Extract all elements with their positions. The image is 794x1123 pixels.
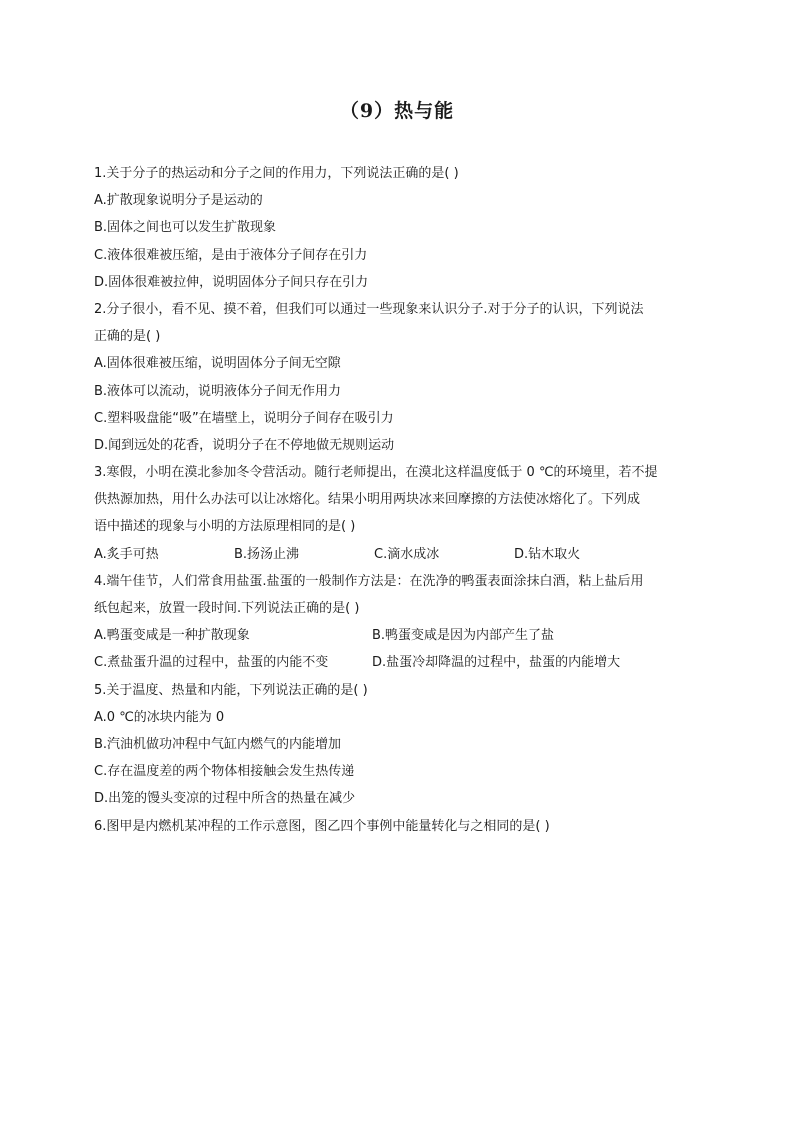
question-3-option-a: A.炙手可热 bbox=[94, 546, 159, 562]
question-3-stem-line-2: 供热源加热，用什么办法可以让冰熔化。结果小明用两块冰来回摩擦的方法使冰熔化了。下列成 bbox=[94, 492, 641, 508]
question-3-options bbox=[94, 541, 706, 568]
question-5-option-b: B.汽油机做功冲程中气缸内燃气的内能增加 bbox=[94, 736, 342, 752]
question-5-option-c: C.存在温度差的两个物体相接触会发生热传递 bbox=[94, 764, 355, 780]
question-1 bbox=[94, 160, 706, 296]
question-3-stem-line-1: 3.寒假，小明在漠北参加冬令营活动。随行老师提出，在漠北这样温度低于 0 ℃的环境里，若不提 bbox=[94, 465, 658, 481]
question-4 bbox=[94, 568, 706, 677]
question-4-option-c: C.煮盐蛋升温的过程中，盐蛋的内能不变 bbox=[94, 655, 329, 671]
question-1-option-c: C.液体很难被压缩，是由于液体分子间存在引力 bbox=[94, 247, 368, 263]
question-3-option-c: C.滴水成冰 bbox=[374, 546, 440, 562]
question-1-option-a: A.扩散现象说明分子是运动的 bbox=[94, 193, 263, 209]
question-3-option-d: D.钻木取火 bbox=[514, 546, 581, 562]
question-1-option-d: D.固体很难被拉伸，说明固体分子间只存在引力 bbox=[94, 274, 369, 290]
question-1-option-b: B.固体之间也可以发生扩散现象 bbox=[94, 220, 277, 236]
question-4-options-row-1 bbox=[94, 622, 706, 649]
question-2-option-d: D.闻到远处的花香，说明分子在不停地做无规则运动 bbox=[94, 437, 395, 453]
question-3-option-b: B.扬汤止沸 bbox=[234, 546, 300, 562]
question-6-stem: 6.图甲是内燃机某冲程的工作示意图，图乙四个事例中能量转化与之相同的是( ) bbox=[94, 818, 550, 834]
question-3 bbox=[94, 459, 706, 568]
question-4-options-row-2 bbox=[94, 649, 706, 676]
question-list bbox=[94, 160, 706, 840]
page-title: （9）热与能 bbox=[339, 100, 455, 122]
question-5-option-a: A.0 ℃的冰块内能为 0 bbox=[94, 709, 225, 725]
question-4-stem-line-2: 纸包起来，放置一段时间.下列说法正确的是( ) bbox=[94, 601, 360, 616]
question-2-option-a: A.固体很难被压缩，说明固体分子间无空隙 bbox=[94, 356, 341, 372]
question-4-option-d: D.盐蛋冷却降温的过程中，盐蛋的内能增大 bbox=[372, 655, 621, 671]
question-4-option-a: A.鸭蛋变咸是一种扩散现象 bbox=[94, 628, 250, 644]
question-4-option-b: B.鸭蛋变咸是因为内部产生了盐 bbox=[372, 628, 555, 644]
question-5-option-d: D.出笼的馒头变凉的过程中所含的热量在减少 bbox=[94, 791, 356, 807]
question-4-stem-line-1: 4.端午佳节，人们常食用盐蛋.盐蛋的一般制作方法是：在洗净的鸭蛋表面涂抹白酒，粘上盐后用 bbox=[94, 573, 644, 589]
question-5-stem: 5.关于温度、热量和内能，下列说法正确的是( ) bbox=[94, 682, 368, 698]
question-2-option-b: B.液体可以流动，说明液体分子间无作用力 bbox=[94, 383, 342, 399]
question-3-stem-line-3: 语中描述的现象与小明的方法原理相同的是( ) bbox=[94, 519, 356, 535]
question-6 bbox=[94, 813, 706, 840]
question-2-option-c: C.塑料吸盘能“吸”在墙壁上，说明分子间存在吸引力 bbox=[94, 410, 394, 426]
question-2-stem-line-2: 正确的是( ) bbox=[94, 329, 161, 345]
question-2 bbox=[94, 296, 706, 459]
question-1-stem: 1.关于分子的热运动和分子之间的作用力，下列说法正确的是( ) bbox=[94, 166, 459, 181]
question-2-stem-line-1: 2.分子很小，看不见、摸不着，但我们可以通过一些现象来认识分子.对于分子的认识，下列说法 bbox=[94, 301, 644, 317]
question-5 bbox=[94, 677, 706, 813]
